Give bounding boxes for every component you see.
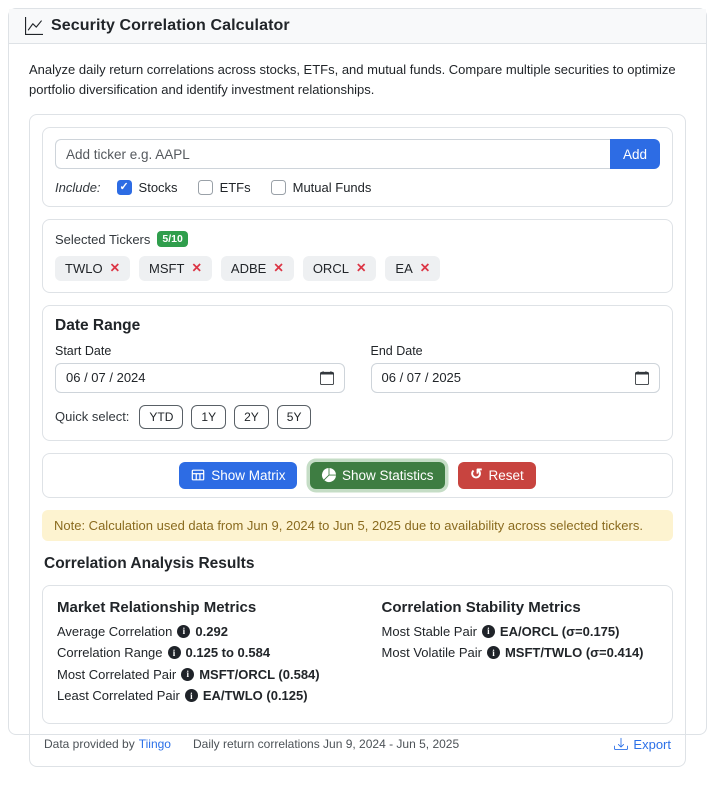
- ticker-symbol: MSFT: [149, 260, 185, 276]
- table-grid-icon: [191, 468, 205, 482]
- end-date-value: 06 / 07 / 2025: [381, 370, 462, 386]
- show-statistics-button[interactable]: [310, 462, 446, 489]
- metric-row: [57, 688, 382, 703]
- include-option-checkbox[interactable]: [198, 180, 251, 195]
- ticker-symbol: ADBE: [230, 260, 267, 276]
- checkbox-icon[interactable]: [271, 180, 286, 195]
- remove-ticker-icon[interactable]: ✕: [191, 261, 202, 276]
- metric-value: EA/TWLO (0.125): [202, 688, 308, 704]
- end-date-input[interactable]: [371, 363, 661, 393]
- footer: [42, 737, 673, 754]
- metrics-card: [42, 585, 673, 724]
- metric-row: [57, 645, 382, 660]
- calculator-container: [29, 114, 686, 767]
- download-icon: [614, 737, 628, 751]
- ticker-symbol: ORCL: [312, 260, 349, 276]
- end-date-group: [371, 344, 661, 393]
- include-label: Include:: [55, 180, 101, 196]
- date-range-section: [42, 305, 673, 441]
- start-date-input[interactable]: [55, 363, 345, 393]
- export-button[interactable]: [614, 737, 671, 752]
- reset-arrow-icon: ↺: [469, 465, 483, 483]
- ticker-count-badge: 5/10: [157, 231, 187, 247]
- checkbox-icon[interactable]: [117, 180, 132, 195]
- include-options: [55, 180, 660, 195]
- ticker-chip: [303, 256, 377, 281]
- ticker-chip: [139, 256, 212, 281]
- remove-ticker-icon[interactable]: ✕: [355, 261, 367, 276]
- include-option-checkbox[interactable]: [271, 180, 372, 195]
- ticker-symbol: EA: [395, 260, 413, 276]
- ticker-symbol: TWLO: [65, 260, 103, 276]
- metric-value: 0.125 to 0.584: [185, 645, 271, 661]
- metric-label: Correlation Range: [57, 645, 163, 661]
- ticker-chip: [385, 256, 440, 281]
- availability-note: Note: Calculation used data from Jun 9, 2024 to Jun 5, 2025 due to availability across selected tickers.: [42, 510, 673, 541]
- metric-value: MSFT/ORCL (0.584): [199, 666, 320, 682]
- info-icon[interactable]: [482, 625, 495, 638]
- metric-row: [57, 624, 382, 639]
- results-title: Correlation Analysis Results: [44, 554, 255, 572]
- market-metrics-column: [57, 599, 382, 710]
- data-provider: [44, 737, 171, 751]
- pie-chart-icon: [322, 468, 336, 482]
- quick-select-button[interactable]: 5Y: [277, 405, 312, 429]
- reset-label: Reset: [488, 467, 524, 483]
- metric-value: 0.292: [195, 623, 228, 639]
- actions-section: [42, 453, 673, 498]
- intro-text: Analyze daily return correlations across stocks, ETFs, and mutual funds. Compare multiple securities to optimize portfolio diversification and identify investment relationships.: [29, 62, 676, 98]
- metric-value: MSFT/TWLO (σ=0.414): [504, 645, 644, 661]
- include-option-checkbox[interactable]: [117, 180, 178, 195]
- show-matrix-button[interactable]: [179, 462, 297, 489]
- selected-tickers-label: Selected Tickers: [55, 231, 151, 247]
- metric-label: Most Volatile Pair: [381, 645, 482, 661]
- metric-row: [382, 645, 658, 660]
- ticker-chip: [55, 256, 130, 281]
- stability-metrics-title: Correlation Stability Metrics: [381, 598, 581, 616]
- checkbox-icon[interactable]: [198, 180, 213, 195]
- checkbox-label: ETFs: [219, 180, 251, 196]
- card-header: [9, 9, 706, 44]
- quick-select-row: [55, 405, 660, 429]
- tiingo-link[interactable]: Tiingo: [138, 737, 171, 752]
- provider-prefix: Data provided by: [44, 737, 135, 752]
- info-icon[interactable]: [177, 625, 190, 638]
- show-statistics-label: Show Statistics: [341, 467, 434, 483]
- remove-ticker-icon[interactable]: ✕: [273, 261, 284, 276]
- checkbox-label: Mutual Funds: [292, 180, 372, 196]
- selected-tickers-header: [55, 231, 660, 247]
- ticker-chip: [221, 256, 294, 281]
- page-title: Security Correlation Calculator: [51, 17, 290, 34]
- end-date-label: End Date: [370, 343, 423, 358]
- line-chart-icon: [25, 17, 43, 35]
- start-date-value: 06 / 07 / 2024: [66, 370, 146, 386]
- remove-ticker-icon[interactable]: ✕: [419, 261, 431, 276]
- reset-button[interactable]: [458, 462, 536, 489]
- quick-select-button[interactable]: 1Y: [191, 405, 226, 429]
- ticker-entry-section: [42, 127, 673, 207]
- info-icon[interactable]: [487, 646, 500, 659]
- date-range-grid: [55, 344, 660, 393]
- metric-label: Average Correlation: [57, 623, 173, 639]
- info-icon[interactable]: [181, 668, 194, 681]
- stability-metrics-column: [382, 599, 658, 710]
- calendar-icon[interactable]: [320, 371, 334, 385]
- show-matrix-label: Show Matrix: [211, 467, 286, 483]
- security-correlation-calculator-card: [8, 8, 707, 752]
- footer-summary: Daily return correlations Jun 9, 2024 - Jun 5, 2025: [192, 737, 460, 752]
- checkbox-label: Stocks: [138, 180, 178, 196]
- quick-select-button[interactable]: YTD: [139, 405, 183, 429]
- market-metrics-title: Market Relationship Metrics: [57, 598, 257, 616]
- start-date-label: Start Date: [55, 343, 112, 358]
- add-ticker-button[interactable]: Add: [610, 139, 660, 169]
- metric-label: Most Correlated Pair: [57, 666, 177, 682]
- quick-select-button[interactable]: 2Y: [234, 405, 269, 429]
- start-date-group: [55, 344, 345, 393]
- info-icon[interactable]: [185, 689, 198, 702]
- remove-ticker-icon[interactable]: ✕: [109, 261, 121, 276]
- metric-label: Least Correlated Pair: [57, 688, 180, 704]
- calendar-icon[interactable]: [635, 371, 649, 385]
- ticker-chip-list: [55, 256, 660, 281]
- card-body: [9, 44, 706, 785]
- info-icon[interactable]: [168, 646, 181, 659]
- date-range-title: Date Range: [55, 316, 141, 334]
- selected-tickers-section: [42, 219, 673, 293]
- metric-row: [382, 624, 658, 639]
- metric-row: [57, 667, 382, 682]
- ticker-input-group: [55, 139, 660, 169]
- export-label: Export: [633, 736, 671, 752]
- metric-value: EA/ORCL (σ=0.175): [499, 623, 620, 639]
- metric-label: Most Stable Pair: [381, 623, 477, 639]
- ticker-input[interactable]: [55, 139, 610, 169]
- quick-select-label: Quick select:: [55, 409, 130, 425]
